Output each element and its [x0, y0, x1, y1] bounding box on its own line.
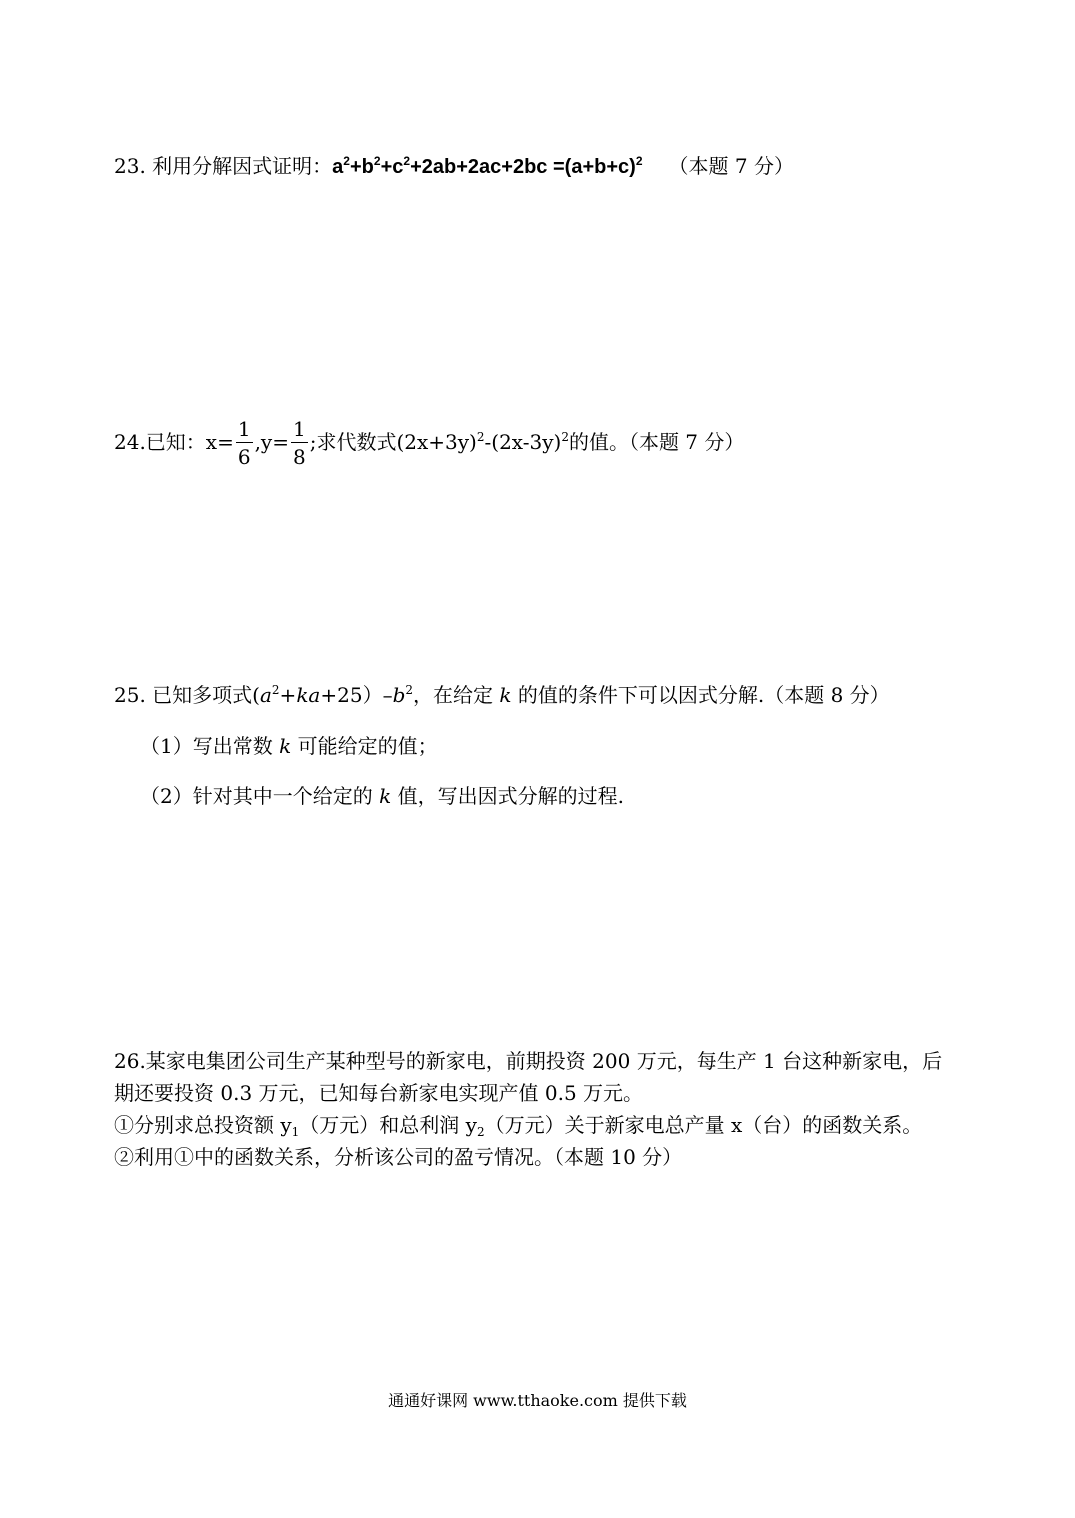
question-26-line-2: 期还要投资 0.3 万元，已知每台新家电实现产值 0.5 万元。	[114, 1081, 644, 1105]
q23-prefix: 23. 利用分解因式证明：	[114, 154, 333, 178]
q23-formula: $a^2+b^2+c^2+2ab+2ac+2bc =(a+b+c)^2$	[332, 154, 643, 178]
page-footer: 通通好课网 www.tthaoke.com 提供下载	[388, 1391, 687, 1410]
q23-score: （本题 7 分）	[668, 154, 794, 178]
q24-score: 的值。（本题 7 分）	[568, 430, 745, 454]
question-25-part-2: （2）针对其中一个给定的 k 值，写出因式分解的过程.	[140, 784, 624, 808]
question-24	[114, 410, 744, 474]
question-25: 25. 已知多项式$(a^2+ka+25)-b^2$，在给定 k 的值的条件下可以因式分解.（本题 8 分）	[114, 683, 890, 707]
question-25-part-1: （1）写出常数 k 可能给定的值；	[140, 734, 438, 758]
question-26-line-1: 26.某家电集团公司生产某种型号的新家电，前期投资 200 万元，每生产 1 台这种新家电，后	[114, 1049, 943, 1073]
question-26-part-2: ②利用①中的函数关系，分析该公司的盈亏情况。（本题 10 分）	[114, 1145, 683, 1169]
fraction-y: $\frac{1}{8}$	[293, 417, 306, 469]
q24-mid: ,y=	[254, 430, 289, 454]
q24-expression: ;求代数式$(2x+3y)^2-(2x-3y)^2$	[309, 430, 569, 454]
question-26-part-1: ①分别求总投资额 $y_1$（万元）和总利润 $y_2$（万元）关于新家电总产量 x（台）的函数关系。	[114, 1113, 923, 1139]
q24-prefix: 24.已知：x=	[114, 430, 234, 454]
question-23	[114, 152, 794, 181]
fraction-x: $\frac{1}{6}$	[237, 417, 251, 469]
